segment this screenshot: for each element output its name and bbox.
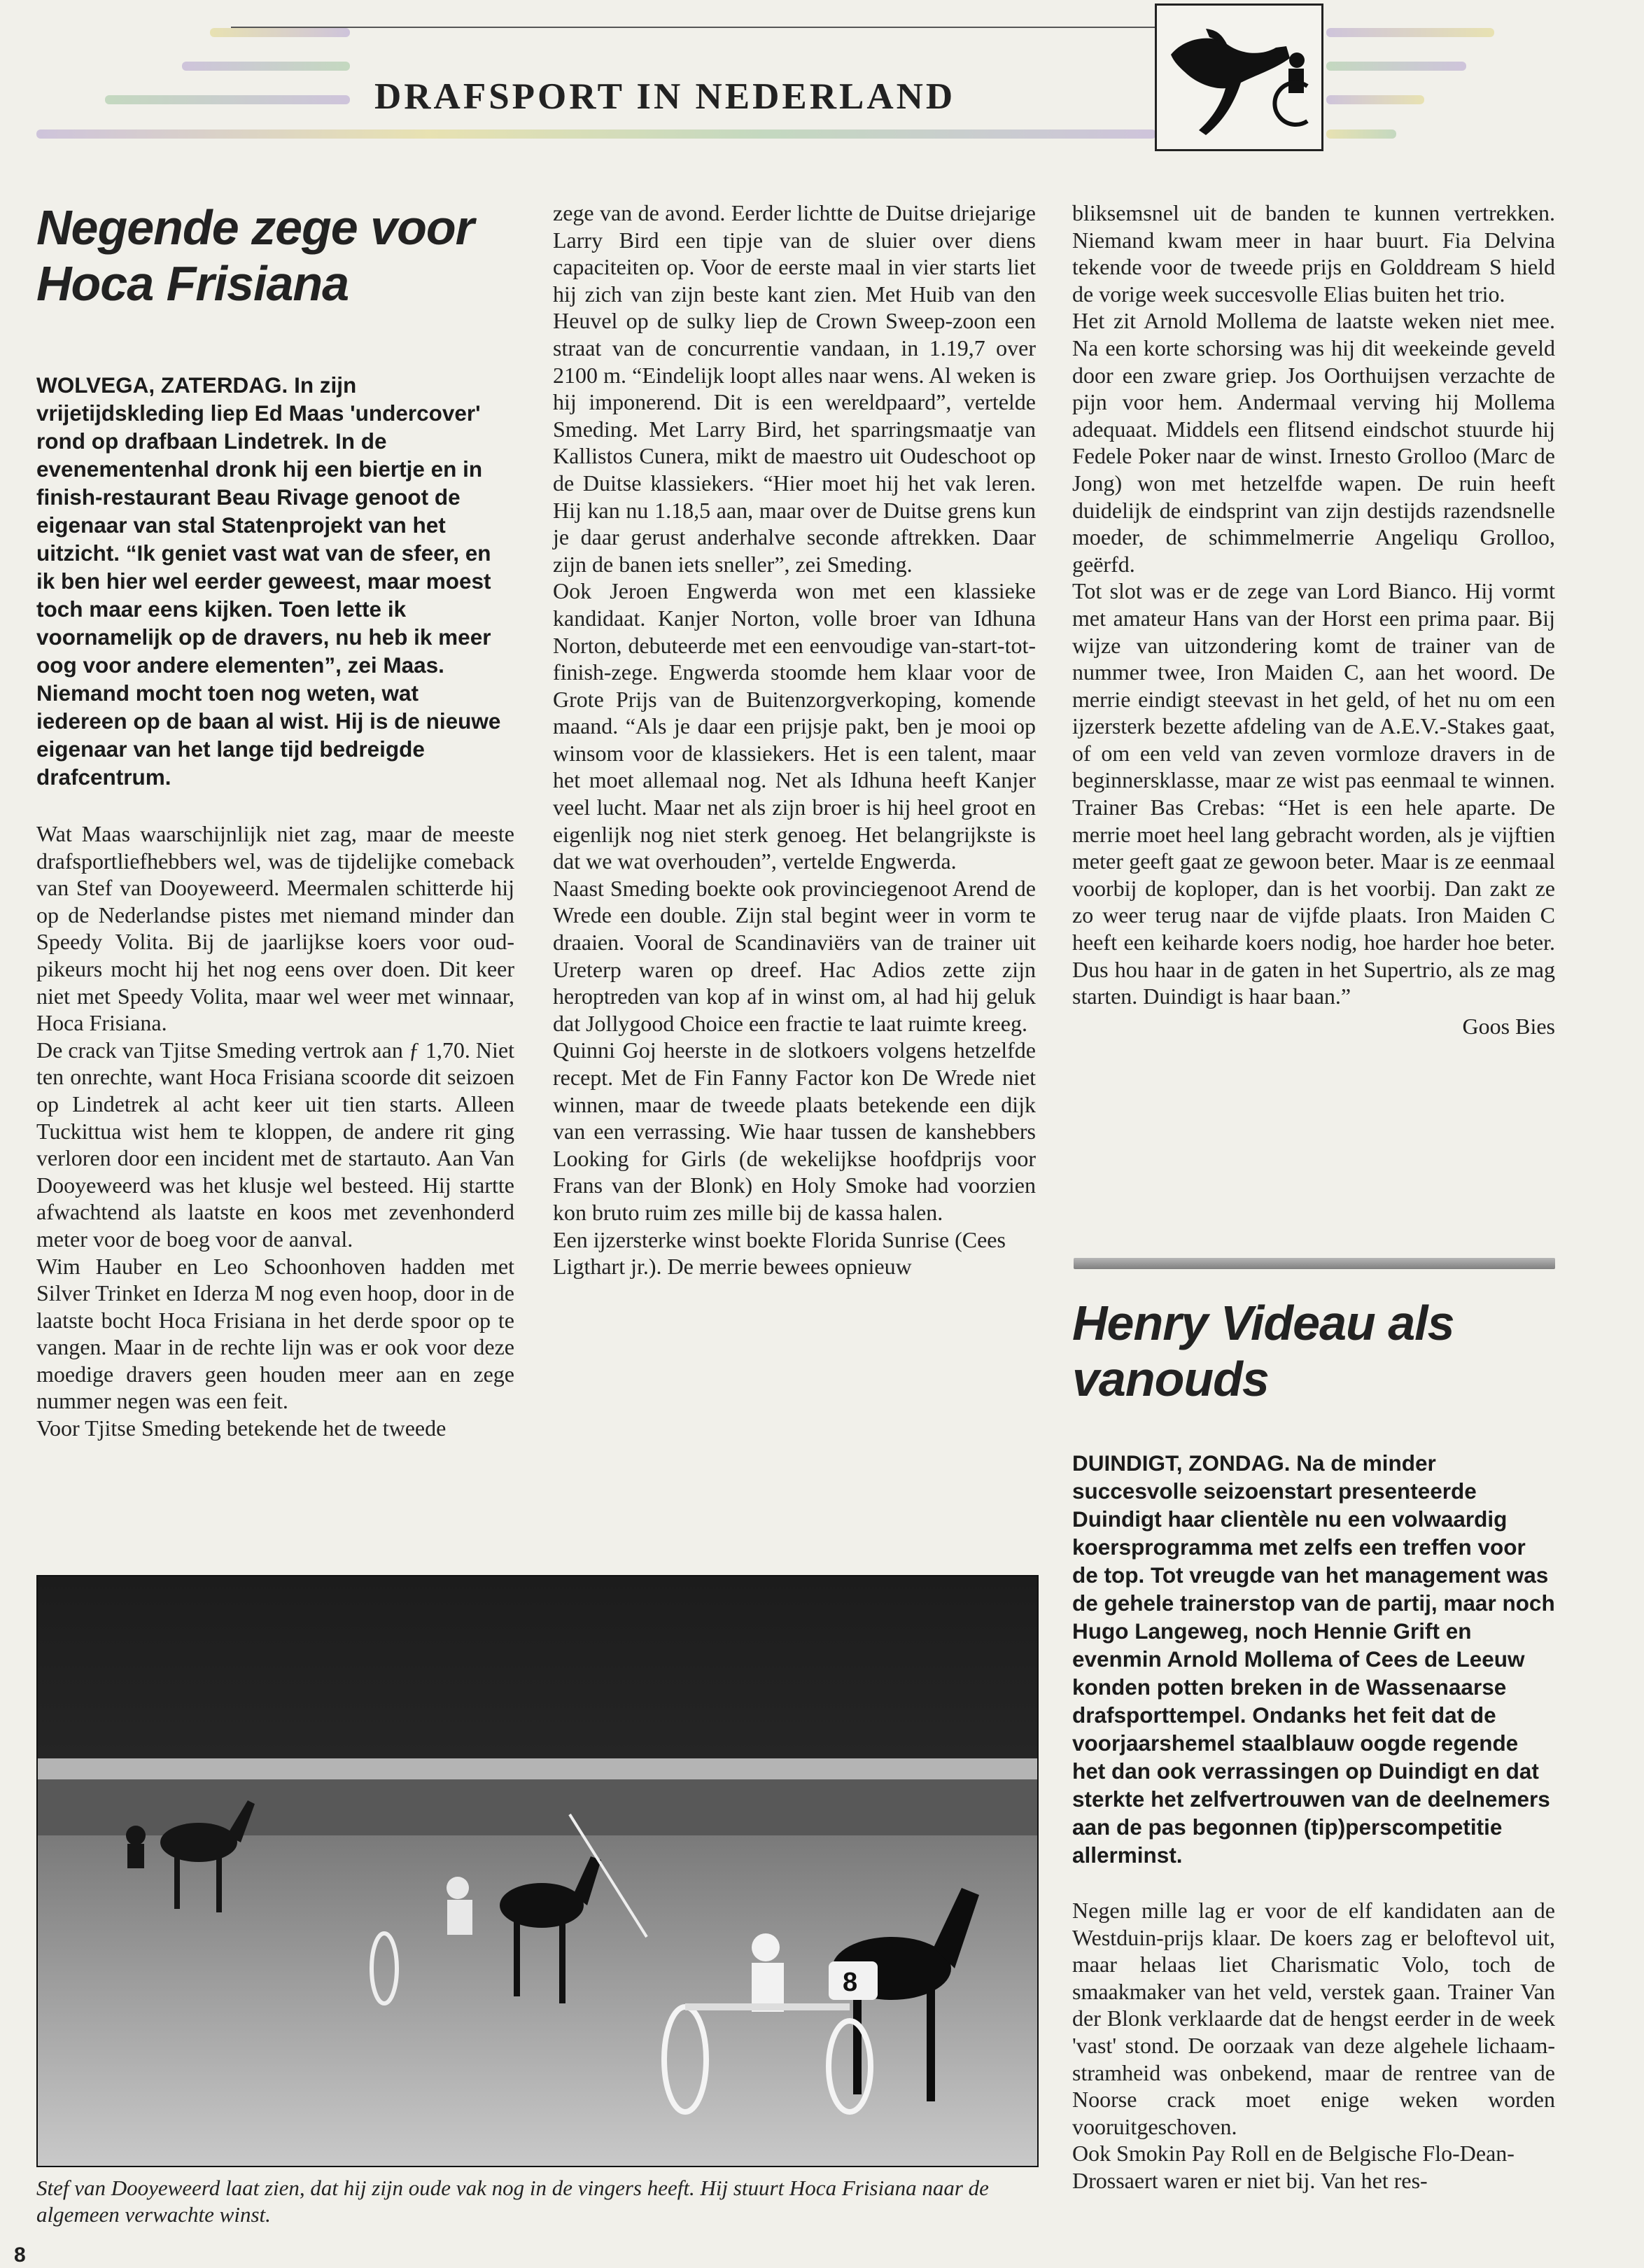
trotting-race-image	[38, 1576, 1037, 2166]
article1-paragraph: Tot slot was er de zege van Lord Bianco. Hij vormt met amateur Hans van der Horst een prima paar. Bij wijze van uitzondering komt de trainer van de nummer twee, Iron Maiden C, aan het woord. De merrie eindigt steevast in het geld, of het nu om een ijzersterk bezette afdeling van de A.E.V.-Stakes gaat, of om een veld van zeven vormloze dravers in de beginnersklasse, maar ze wist pas eenmaal te winnen. Trainer Bas Crebas: “Het is een hele aparte. De merrie moet heel lang gebracht worden, als je vijftien meter geeft gaat ze gewoon beter. Maar is ze eenmaal voorbij de koploper, dan is het voorbij. Dan zakt ze zo weer terug naar de vijfde plaats. Iron Maiden C heeft een keiharde koers nodig, hoe harder hoe beter. Dus hou haar in de gaten in het Supertrio, als ze mag starten. Duindigt is haar baan.”	[1072, 578, 1555, 1009]
article1-paragraph: Wim Hauber en Leo Schoonhoven hadden met Silver Trinket en Iderza M nog even hoop, door in de laatste bocht Hoca Frisiana in het derde spoor op te vangen. Maar in de rechte lijn was er ook voor deze moedige dravers geen houden meer aan en zege nummer negen was een feit.	[36, 1253, 514, 1414]
column-2	[553, 200, 1036, 1280]
article1-lede: WOLVEGA, ZATERDAG. In zijn vrijetijdskleding liep Ed Maas 'undercover' rond op drafbaan Lindetrek. In de evenementenhal dronk hij een biertje en in finish-restaurant Beau Rivage genoot de eigenaar van stal Statenprojekt van het uitzicht. “Ik geniet vast wat van de sfeer, en ik ben hier wel eerder geweest, maar moest toch maar eens kijken. Toen lette ik voornamelijk op de dravers, nu heb ik meer oog voor andere elementen”, zei Maas. Niemand mocht toen nog weten, wat iedereen op de baan al wist. Hij is de nieuwe eigenaar van het lange tijd bedreigde drafcentrum.	[36, 372, 501, 790]
header-stripe-4	[36, 130, 1156, 139]
article1-paragraph: zege van de avond. Eerder lichtte de Duitse driejarige Larry Bird een tipje van de sluier over diens capaciteiten op. Voor de eerste maal in vier starts liet hij zich van zijn beste kant zien. Met Huib van den Heuvel op de sulky liep de Crown Sweep-zoon een straat van de concurrentie vandaan, in 1.19,7 over 2100 m. “Eindelijk loopt alles naar wens. Al weken is hij imponerend. Dit is een wereldpaard”, vertelde Smeding. Met Larry Bird, het sparringsmaatje van Kallistos Cunera, mikt de maestro uit Oudeschoot op de Duitse klassiekers. “Hier moet hij het vak leren. Hij kan nu 1.18,5 aan, maar over de Duitse grens kun je daar gerust anderhalve seconde aftrekken. Daar zijn de banen iets sneller”, zei Smeding.	[553, 200, 1036, 577]
column-3	[1072, 200, 1555, 1040]
article2	[1072, 1295, 1555, 2194]
horse-sulky-icon	[1157, 6, 1321, 149]
header-stripe-2	[182, 62, 350, 71]
column-1	[36, 200, 514, 1442]
article1-paragraph: Quinni Goj heerste in de slotkoers volgens hetzelfde recept. Met de Fin Fanny Factor kon De Wrede niet winnen, maar de tweede plaats betekende een dijk van een verrassing. Wie haar tussen de kanshebbers Looking for Girls (de wekelijkse hoofdprijs voor Frans van der Blonk) en Holy Smoke had voorzien kon bruto ruim zes mille bij de kassa halen.	[553, 1037, 1036, 1225]
header-stripe-5	[1326, 28, 1494, 37]
header-stripe-6	[1326, 62, 1466, 71]
header-stripe-8	[1326, 130, 1396, 139]
article1-paragraph: Het zit Arnold Mollema de laatste weken niet mee. Na een korte schorsing was hij dit weekeinde geveld door een zware griep. Jos Oorthuijsen verzachte de pijn voor hem. Andermaal verving hij Mollema adequaat. Middels een flitsend eindschot stuurde hij Fedele Poker naar de winst. Irnesto Grolloo (Marc de Jong) won met hetzelfde wapen. De ruin heeft duidelijk de eindsprint van zijn destijds razendsnelle moeder, de schimmelmerrie Angeliqu Grolloo, geërfd.	[1072, 308, 1555, 577]
article2-paragraph: Ook Smokin Pay Roll en de Belgische Flo-Dean-Drossaert waren er niet bij. Van het res-	[1072, 2141, 1515, 2193]
page-number: 8	[14, 2244, 26, 2267]
photo-caption: Stef van Dooyeweerd laat zien, dat hij zijn oude vak nog in de vingers heeft. Hij stuurt Hoca Frisiana naar de algemeen verwachte winst.	[36, 2176, 989, 2227]
section-title: DRAFSPORT IN NEDERLAND	[374, 76, 956, 117]
article1-paragraph: Voor Tjitse Smeding betekende het de tweede	[36, 1415, 447, 1441]
article1-paragraph: Een ijzersterke winst boekte Florida Sunrise (Cees Ligthart jr.). De merrie bewees opnieuw	[553, 1226, 1006, 1280]
article-divider	[1074, 1258, 1555, 1269]
header-stripe-1	[210, 28, 350, 37]
article2-headline: Henry Videau als vanouds	[1072, 1296, 1454, 1406]
header-stripe-3	[105, 95, 350, 104]
article1-paragraph: Wat Maas waarschijnlijk niet zag, maar de meeste drafsportliefhebbers wel, was de tijdelijke comeback van Stef van Dooyeweerd. Meermalen schitterde hij op de Nederlandse pistes met niemand minder dan Speedy Volita. Bij de jaarlijkse koers voor oud-pikeurs mocht hij het nog eens over doen. Dit keer niet met Speedy Volita, maar wel weer met winnaar, Hoca Frisiana.	[36, 821, 514, 1036]
article2-lede: DUINDIGT, ZONDAG. Na de minder succesvolle seizoenstart presenteerde Duindigt haar clientèle nu een volwaardig koersprogramma met zelfs een treffen voor de top. Tot vreugde van het management was de gehele trainerstop van de partij, maar noch Hugo Langeweg, noch Hennie Grift en evenmin Arnold Mollema of Cees de Leeuw konden potten breken in de Wassenaarse drafsporttempel. Ondanks het feit dat de voorjaarshemel staalblauw oogde regende het dan ook verrassingen op Duindigt en dat sterkte het zelfvertrouwen van de deelnemers aan de pas begonnen (tip)perscompetitie allerminst.	[1072, 1450, 1555, 1868]
trotting-logo	[1155, 4, 1323, 151]
number-cloth: 8	[843, 1968, 858, 1997]
race-photo	[36, 1575, 1039, 2167]
header-stripe-7	[1326, 95, 1424, 104]
article1-headline: Negende zege voor Hoca Frisiana	[36, 200, 474, 311]
article1-paragraph: Naast Smeding boekte ook provinciegenoot Arend de Wrede een double. Zijn stal begint weer in vorm te draaien. Vooral de Scandinaviërs van de trainer uit Ureterp waren op dreef. Hac Adios zette zijn heroptreden van kop af in winst om, al had hij geluk dat Jollygood Choice een fractie te laat ruimte kreeg.	[553, 875, 1036, 1036]
article1-author: Goos Bies	[1462, 1013, 1555, 1039]
header-rule	[231, 27, 1155, 28]
article2-paragraph: Negen mille lag er voor de elf kandidaten aan de Westduin-prijs klaar. De koers zag er beloftevol uit, maar helaas liet Charismatic Volo, toch de smaakmaker van het veld, verstek gaan. Trainer Van der Blonk verklaarde dat de hengst eerder in de week 'vast' stond. De oorzaak van deze algehele lichaam-stramheid was onbekend, maar de rentree van de Noorse crack moet enige weken worden vooruitgeschoven.	[1072, 1898, 1555, 2139]
article1-paragraph: De crack van Tjitse Smeding vertrok aan ƒ 1,70. Niet ten onrechte, want Hoca Frisiana scoorde dit seizoen op Lindetrek al acht keer uit tien starts. Alleen Tuckittua wist hem te kloppen, de andere rit ging verloren door een incident met de startauto. Aan Van Dooyeweerd was het klusje wel besteed. Hij startte afwachtend als laatste en koos met zevenhonderd meter voor de boeg voor de aanval.	[36, 1037, 514, 1252]
article1-paragraph: Ook Jeroen Engwerda won met een klassieke kandidaat. Kanjer Norton, volle broer van Idhuna Norton, debuteerde met een eenvoudige van-start-tot-finish-zege. Engwerda stoomde hem klaar voor de Grote Prijs van de Buitenzorgverkoping, komende maand. “Als je daar een prijsje pakt, ben je mooi op winsom voor de klassiekers. Het is een talent, maar het moet allemaal nog. Net als Idhuna heeft Kanjer veel lucht. Maar net als zijn broer is hij heel groot en eigenlijk nog niet sterk genoeg. Het belangrijkste is dat we wat overhouden”, vertelde Engwerda.	[553, 578, 1036, 874]
article1-paragraph: bliksemsnel uit de banden te kunnen vertrekken. Niemand kwam meer in haar buurt. Fia Delvina tekende voor de tweede prijs en Golddream S hield de vorige week succesvolle Elias buiten het trio.	[1072, 200, 1555, 307]
